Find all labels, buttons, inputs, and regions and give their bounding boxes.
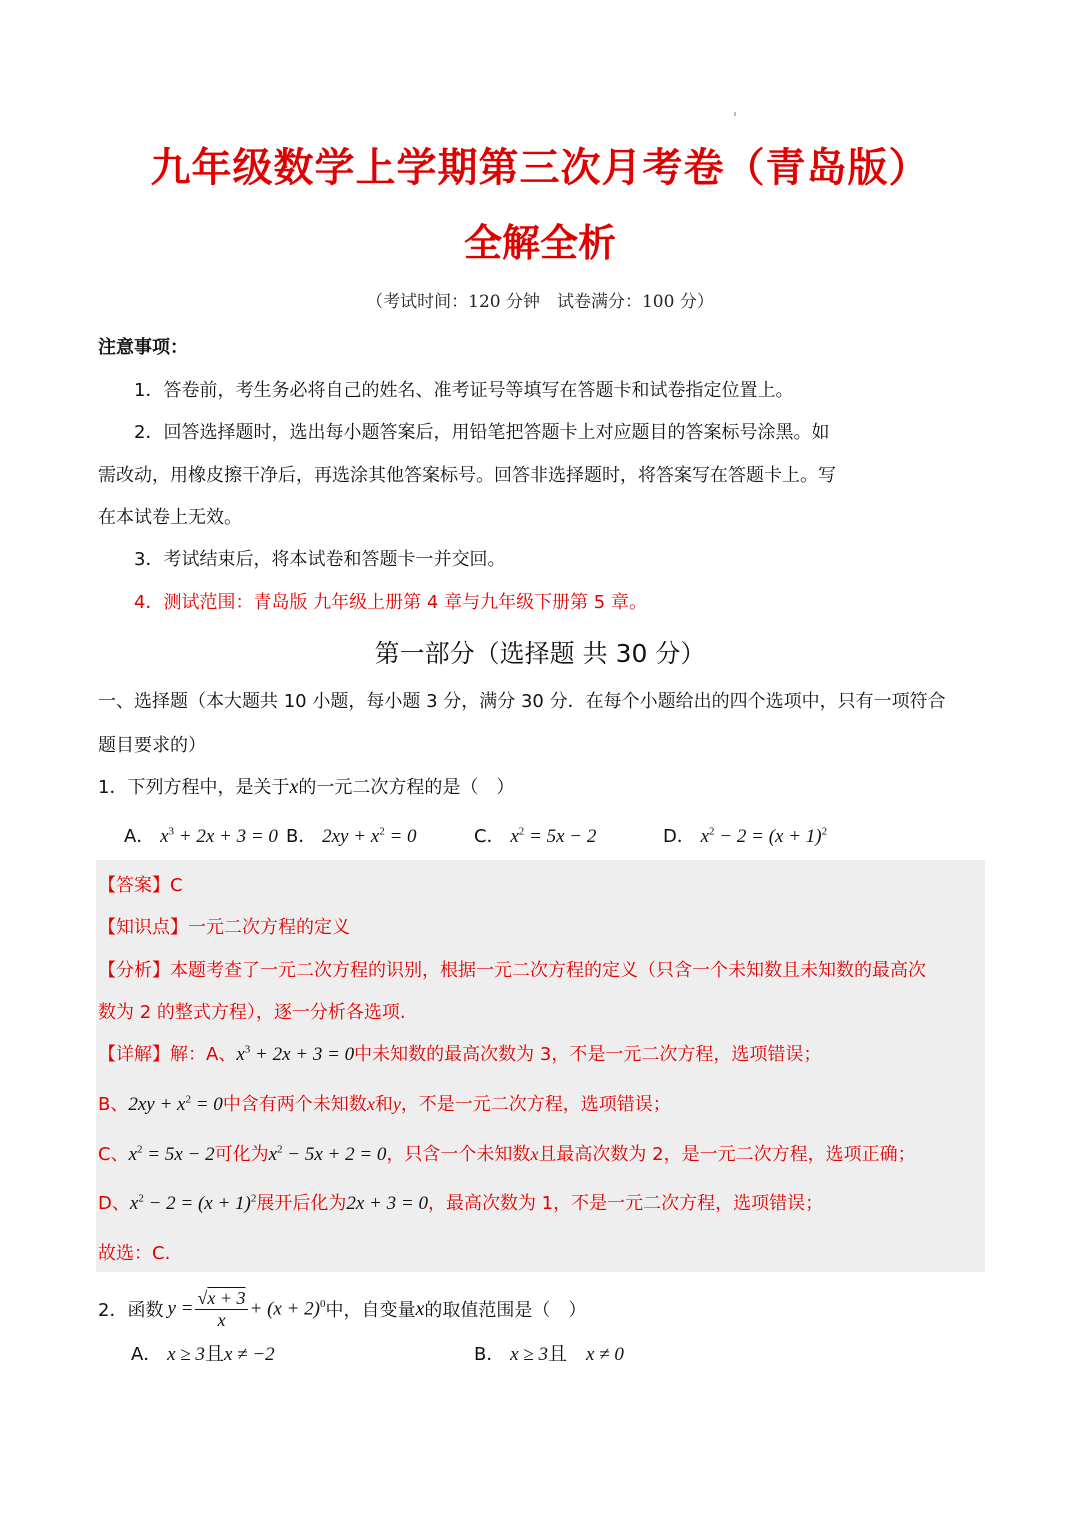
q1-conclusion: 故选：C. <box>98 1243 171 1264</box>
q2-fraction-numerator: √x + 3 <box>197 1287 246 1308</box>
q1-detail-d-equation: $x^2 - 2 = (x + 1)^2$ <box>129 1192 257 1214</box>
q1-option-c-label: C． <box>474 826 505 847</box>
q1-stem-suffix: 的一元二次方程的是（ ） <box>298 777 515 798</box>
q1-option-b-label: B． <box>286 826 317 847</box>
q1-detail-c <box>98 1140 916 1166</box>
exam-info: （考试时间：120 分钟 试卷满分：100 分） <box>366 292 714 312</box>
q2-function-lhs: y = <box>167 1298 194 1319</box>
q2-fraction-denominator: x <box>217 1309 226 1330</box>
q1-option-c <box>474 822 596 848</box>
note-4-test-scope: 4．测试范围：青岛版 九年级上册第 4 章与九年级下册第 5 章。 <box>134 592 647 613</box>
q1-detail-c-text-1: ，只含一个未知数 <box>386 1144 531 1165</box>
q1-detail-b-text-1: 中含有两个未知数 <box>222 1094 367 1115</box>
q1-detail-b-x: x <box>366 1094 375 1114</box>
q1-detail-a <box>98 1040 821 1066</box>
q2-option-a-expression: x ≥ 3且x ≠ −2 <box>167 1343 275 1365</box>
q2-stem-mid: 中，自变量 <box>325 1300 416 1321</box>
q2-option-b <box>474 1339 624 1366</box>
q1-detail-c-prefix: C、 <box>98 1144 129 1165</box>
q2-option-a <box>131 1339 275 1366</box>
q1-detail-c-standard-form: $x^2 - 5x + 2 = 0$ <box>268 1143 387 1165</box>
part-1-heading: 第一部分（选择题 共 30 分） <box>374 639 706 668</box>
q1-detail-c-equation: $x^2 = 5x - 2$ <box>128 1143 215 1165</box>
q1-option-a-label: A． <box>124 826 155 847</box>
q1-detail-d-mid: 展开后化为 <box>256 1193 347 1214</box>
scan-dot <box>734 112 736 116</box>
note-1: 1．答卷前，考生务必将自己的姓名、准考证号等填写在答题卡和试卷指定位置上。 <box>134 380 794 401</box>
q1-stem-variable: x <box>289 776 299 798</box>
part-1-intro-line-1: 一、选择题（本大题共 10 小题，每小题 3 分，满分 30 分．在每个小题给出的四个选项中，只有一项符合 <box>98 691 946 712</box>
q1-detail-b-and: 和 <box>374 1094 393 1115</box>
q1-detail-b-prefix: B、 <box>98 1094 129 1115</box>
q1-detail-d-text: ，最高次数为 1，不是一元二次方程，选项错误； <box>427 1193 824 1214</box>
q1-option-a-equation: $x^3 + 2x + 3 = 0$ <box>160 825 278 847</box>
document-subtitle: 全解全析 <box>463 221 616 265</box>
q1-analysis-line-2: 数为 2 的整式方程），逐一分析各选项. <box>98 1002 406 1023</box>
note-2-line-1: 2．回答选择题时，选出每小题答案后，用铅笔把答题卡上对应题目的答案标号涂黑。如 <box>134 422 830 443</box>
q1-detail-b-y: y <box>392 1094 401 1114</box>
q1-detail-c-x: x <box>530 1144 539 1164</box>
q1-detail-d-prefix: D、 <box>98 1193 130 1214</box>
q1-answer: 【答案】C <box>98 875 183 896</box>
q1-analysis-line-1: 【分析】本题考查了一元二次方程的识别，根据一元二次方程的定义（只含一个未知数且未知数的最高次 <box>98 960 926 981</box>
q1-detail-d <box>98 1189 823 1215</box>
q1-detail-d-expanded: 2x + 3 = 0 <box>346 1193 428 1214</box>
q1-knowledge-point: 【知识点】一元二次方程的定义 <box>98 917 350 938</box>
q1-detail-b-text-2: ，不是一元二次方程，选项错误； <box>400 1094 671 1115</box>
part-1-intro-line-2: 题目要求的） <box>98 735 206 756</box>
q2-function-power-term: + $(x + 2)^0$ <box>249 1297 326 1320</box>
q2-option-b-expression: x ≥ 3且 x ≠ 0 <box>510 1343 624 1365</box>
note-2-line-3: 在本试卷上无效。 <box>98 507 242 528</box>
q2-stem-suffix: 的取值范围是（ ） <box>424 1300 587 1321</box>
q2-stem <box>98 1281 586 1337</box>
q2-option-a-label: A． <box>131 1344 162 1365</box>
q2-stem-prefix: 2．函数 <box>98 1300 164 1321</box>
q1-option-a <box>124 822 278 848</box>
note-3: 3．考试结束后，将本试卷和答题卡一并交回。 <box>134 549 506 570</box>
q1-option-b-equation: $2xy + x^2 = 0$ <box>322 825 417 847</box>
q2-function-fraction <box>195 1288 247 1331</box>
q1-detail-b <box>98 1090 671 1116</box>
document-title: 九年级数学上学期第三次月考卷（青岛版） <box>150 145 930 191</box>
q2-option-b-label: B． <box>474 1344 505 1365</box>
q1-detail-prefix: 【详解】解：A、 <box>98 1044 237 1065</box>
q1-stem-prefix: 1．下列方程中，是关于 <box>98 777 290 798</box>
q1-option-d-equation: $x^2 - 2 = (x + 1)^2$ <box>700 825 828 847</box>
q1-detail-a-equation: $x^3 + 2x + 3 = 0$ <box>236 1043 355 1065</box>
q1-detail-b-equation: $2xy + x^2 = 0$ <box>128 1093 223 1115</box>
q1-detail-a-text: 中未知数的最高次数为 3，不是一元二次方程，选项错误； <box>354 1044 822 1065</box>
q2-stem-variable: x <box>415 1297 425 1320</box>
note-2-line-2: 需改动，用橡皮擦干净后，再选涂其他答案标号。回答非选择题时，将答案写在答题卡上。写 <box>98 465 836 486</box>
q1-detail-c-mid: 可化为 <box>214 1144 269 1165</box>
q1-stem <box>98 773 514 799</box>
q1-detail-c-text-2: 且最高次数为 2，是一元二次方程，选项正确； <box>538 1144 916 1165</box>
q1-option-c-equation: $x^2 = 5x - 2$ <box>510 825 597 847</box>
notes-heading: 注意事项： <box>98 337 188 358</box>
q1-option-d-label: D． <box>663 826 695 847</box>
q1-option-d <box>663 822 827 848</box>
q1-option-b <box>286 822 417 848</box>
